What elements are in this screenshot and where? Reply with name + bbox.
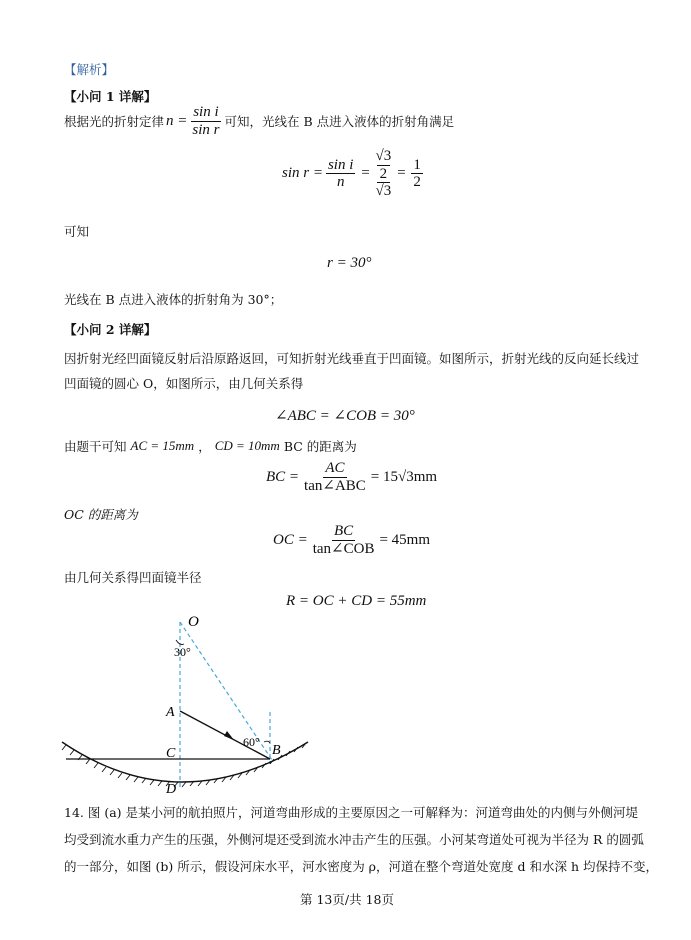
- label-O: O: [188, 614, 199, 630]
- q1-eq1-num1: sin i: [327, 156, 354, 173]
- label-C: C: [166, 746, 176, 761]
- mirror-diagram: [58, 612, 318, 797]
- q14-line1: 14. 图 (a) 是某小河的航拍照片，河道弯曲形成的主要原因之一可解释为：河道弯曲处的内侧与外侧河堤: [64, 805, 639, 820]
- q1-eq1-nested-frac: [376, 148, 392, 200]
- q2-radius-text: 由几何关系得凹面镜半径: [64, 570, 202, 585]
- q1-header: 【小问 1 详解】: [64, 89, 157, 104]
- q1-law-lhs: n =: [166, 112, 188, 129]
- q1-law-line: [64, 104, 454, 138]
- q1-eq1-frac2: [411, 157, 423, 191]
- analysis-label: 【解析】: [64, 62, 115, 77]
- label-B: B: [272, 743, 281, 758]
- q1-law-prefix: 根据光的折射定律: [64, 114, 165, 129]
- q1-conclusion: 光线在 B 点进入液体的折射角为 30°；: [64, 292, 283, 307]
- angle-arc-60: [264, 741, 270, 743]
- q1-law-num: sin i: [193, 104, 219, 120]
- q1-eq1-eq-b: =: [396, 165, 407, 182]
- label-A: A: [166, 705, 175, 720]
- q2-given-prefix: 由题干可知: [64, 439, 127, 454]
- q1-eq2: r = 30°: [327, 255, 372, 271]
- q2-eq-bc: [266, 460, 437, 494]
- q1-eq1-eq-a: =: [360, 165, 371, 182]
- q1-law-fraction: [190, 104, 221, 138]
- q1-eq1-den1: n: [336, 174, 345, 191]
- angle-arc-30: [176, 640, 184, 645]
- q2-eq-r: R = OC + CD = 55mm: [286, 593, 427, 609]
- q2-eq-bc-lhs: BC =: [266, 468, 300, 485]
- q1-eq1-inner-mid: 2: [377, 165, 391, 184]
- q2-given-cd: CD = 10mm: [214, 438, 280, 453]
- q2-eq-bc-rhs: = 15√3mm: [370, 468, 438, 485]
- q2-eq-bc-frac: [302, 460, 368, 494]
- page-footer: 第 13页/共 18页: [300, 892, 394, 907]
- q1-law-den: sin r: [192, 121, 220, 138]
- label-D: D: [166, 782, 177, 797]
- q1-eq1-inner-num: √3: [375, 148, 392, 164]
- q2-para-line2: 凹面镜的圆心 O，如图所示，由几何关系得: [64, 376, 304, 391]
- q2-eq-bc-num: AC: [325, 460, 345, 476]
- label-30: 30°: [174, 645, 191, 659]
- q2-given-ac: AC = 15mm: [130, 438, 195, 453]
- q2-eq-oc: [273, 523, 430, 557]
- q1-eq1-inner-den: √3: [375, 183, 392, 199]
- q1-eq1-num2: 1: [413, 156, 421, 173]
- q2-oc-label: OC 的距离为: [64, 507, 138, 522]
- q1-eq1-den2: 2: [413, 174, 421, 191]
- q1-eq1-frac1: [326, 157, 355, 191]
- q1-kezhi: 可知: [64, 224, 90, 239]
- q2-para-line1: 因折射光经凹面镜反射后沿原路返回，可知折射光线垂直于凹面镜。如图所示，折射光线的反向延长线过: [64, 351, 640, 366]
- q2-given-suffix: BC 的距离为: [283, 439, 357, 454]
- q2-eq-oc-den: tan∠COB: [312, 540, 375, 557]
- q2-eq-oc-num: BC: [334, 523, 354, 539]
- ray-arrow-icon: [224, 731, 234, 740]
- q14-line3: 的一部分，如图 (b) 所示，假设河床水平，河水密度为 ρ，河道在整个弯道处宽度 d 和水深 h 均保持不变，: [64, 859, 658, 874]
- q2-header: 【小问 2 详解】: [64, 322, 157, 337]
- q1-law-suffix: 可知，光线在 B 点进入液体的折射角满足: [224, 114, 455, 129]
- q1-eq1: [282, 148, 426, 200]
- q2-eq-bc-den: tan∠ABC: [304, 477, 366, 494]
- q2-eq-angle: ∠ABC = ∠COB = 30°: [275, 408, 415, 424]
- q2-eq-oc-lhs: OC =: [273, 531, 308, 548]
- q2-given-line: [64, 437, 357, 455]
- q1-eq1-lhs: sin r =: [282, 165, 323, 182]
- q2-eq-oc-frac: [311, 523, 377, 557]
- q14-line2: 均受到流水重力产生的压强，外侧河堤还受到流水冲击产生的压强。小河某弯道处可视为半径为 R 的圆弧: [64, 832, 644, 847]
- label-60: 60°: [243, 735, 260, 749]
- q2-eq-oc-rhs: = 45mm: [379, 531, 431, 548]
- q2-given-comma: ，: [198, 439, 211, 454]
